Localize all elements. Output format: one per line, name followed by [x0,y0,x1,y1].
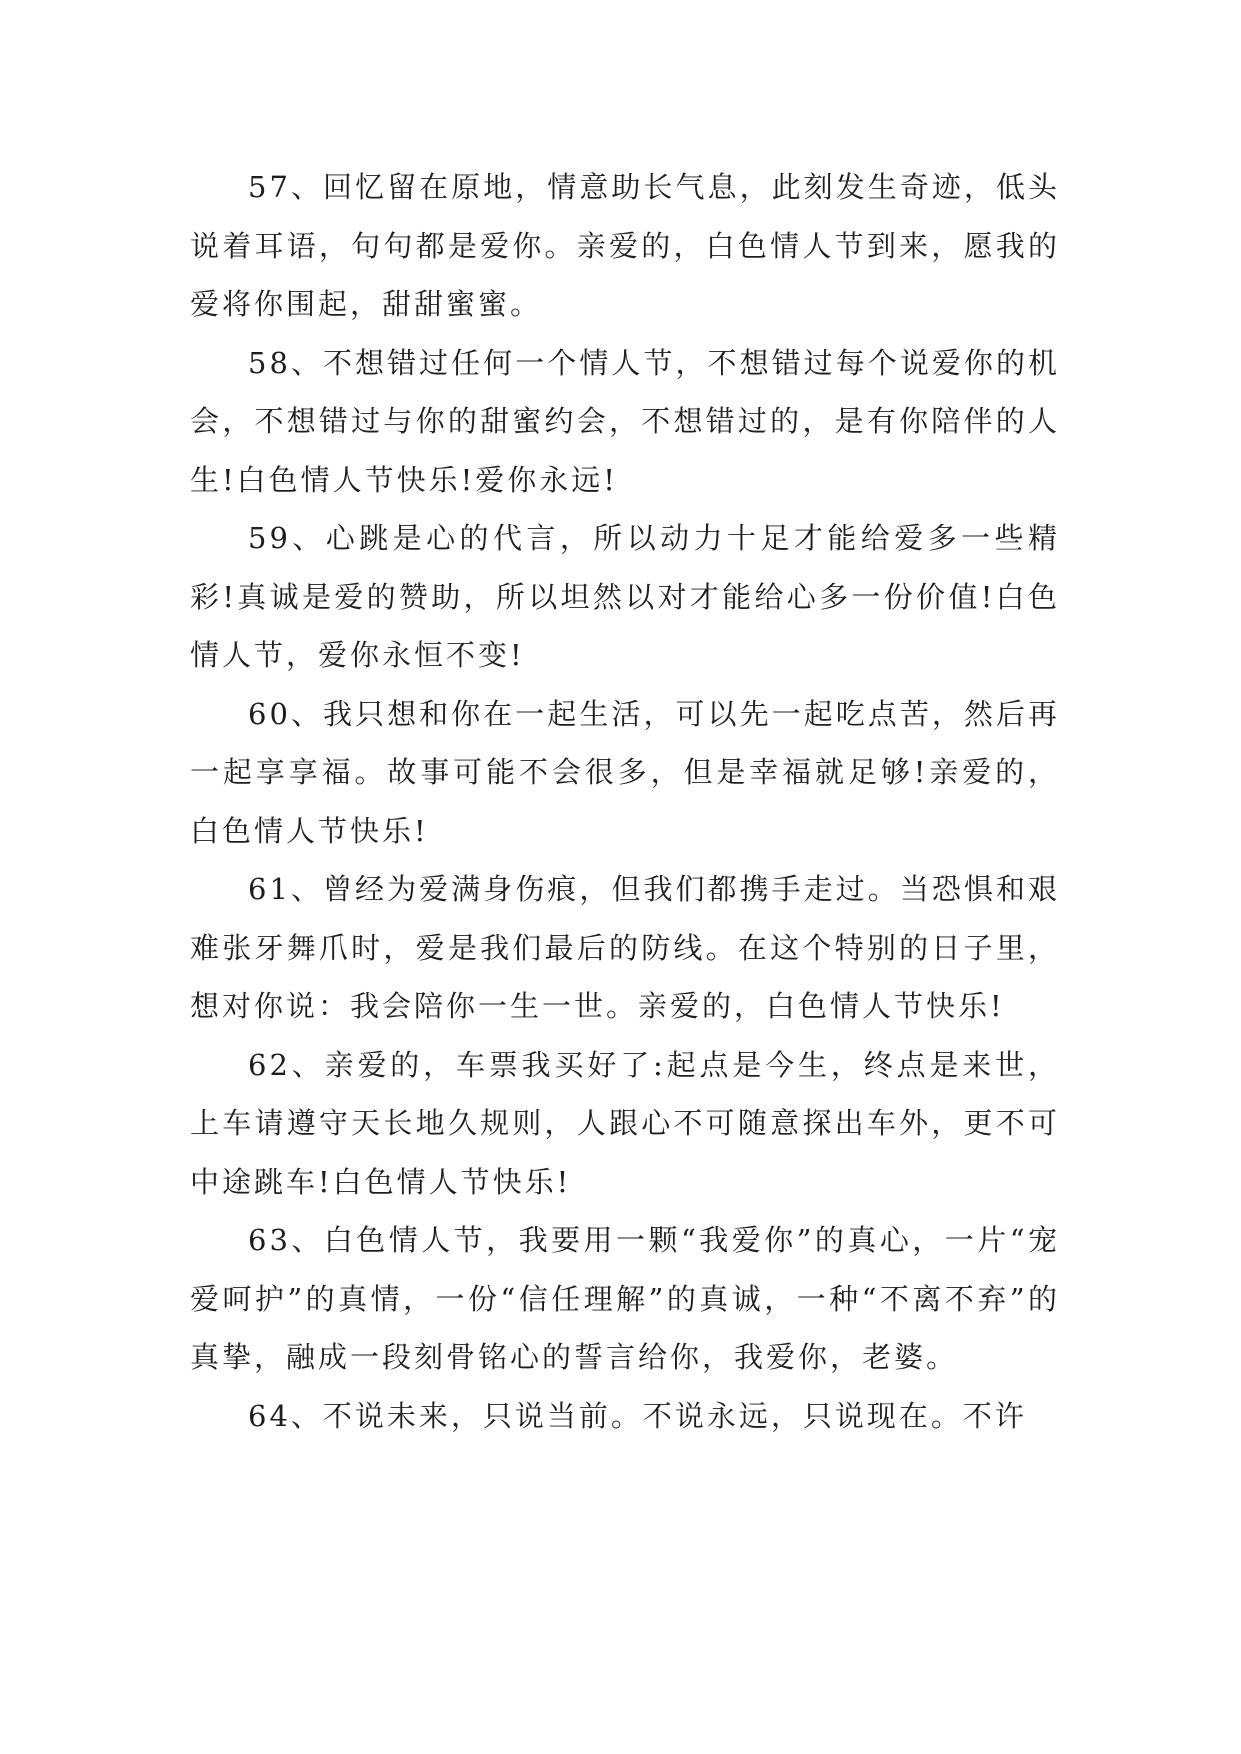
paragraph-57: 57、回忆留在原地，情意助长气息，此刻发生奇迹，低头说着耳语，句句都是爱你。亲爱的，白色情人节到来，愿我的爱将你围起，甜甜蜜蜜。 [190,170,1060,321]
paragraph-58: 58、不想错过任何一个情人节，不想错过每个说爱你的机会，不想错过与你的甜蜜约会，不想错过的，是有你陪伴的人生!白色情人节快乐!爱你永远! [190,345,1060,497]
document-page [190,158,1060,1445]
paragraph-64: 64、不说未来，只说当前。不说永远，只说现在。不许 [248,1398,1027,1433]
paragraph-61: 61、曾经为爱满身伤痕，但我们都携手走过。当恐惧和艰难张牙舞爪时，爱是我们最后的防线。在这个特别的日子里，想对你说：我会陪你一生一世。亲爱的，白色情人节快乐! [190,872,1060,1023]
paragraph-63: 63、白色情人节，我要用一颗“我爱你”的真心，一片“宠爱呵护”的真情，一份“信任理解”的真诚，一种“不离不弃”的真挚，融成一段刻骨铭心的誓言给你，我爱你，老婆。 [190,1223,1060,1374]
paragraph-62: 62、亲爱的，车票我买好了:起点是今生，终点是来世，上车请遵守天长地久规则，人跟心不可随意探出车外，更不可中途跳车!白色情人节快乐! [190,1047,1060,1199]
paragraph-59: 59、心跳是心的代言，所以动力十足才能给爱多一些精彩!真诚是爱的赞助，所以坦然以对才能给心多一份价值!白色情人节，爱你永恒不变! [190,521,1060,672]
paragraph-60: 60、我只想和你在一起生活，可以先一起吃点苦，然后再一起享享福。故事可能不会很多，但是幸福就足够!亲爱的，白色情人节快乐! [190,696,1060,848]
